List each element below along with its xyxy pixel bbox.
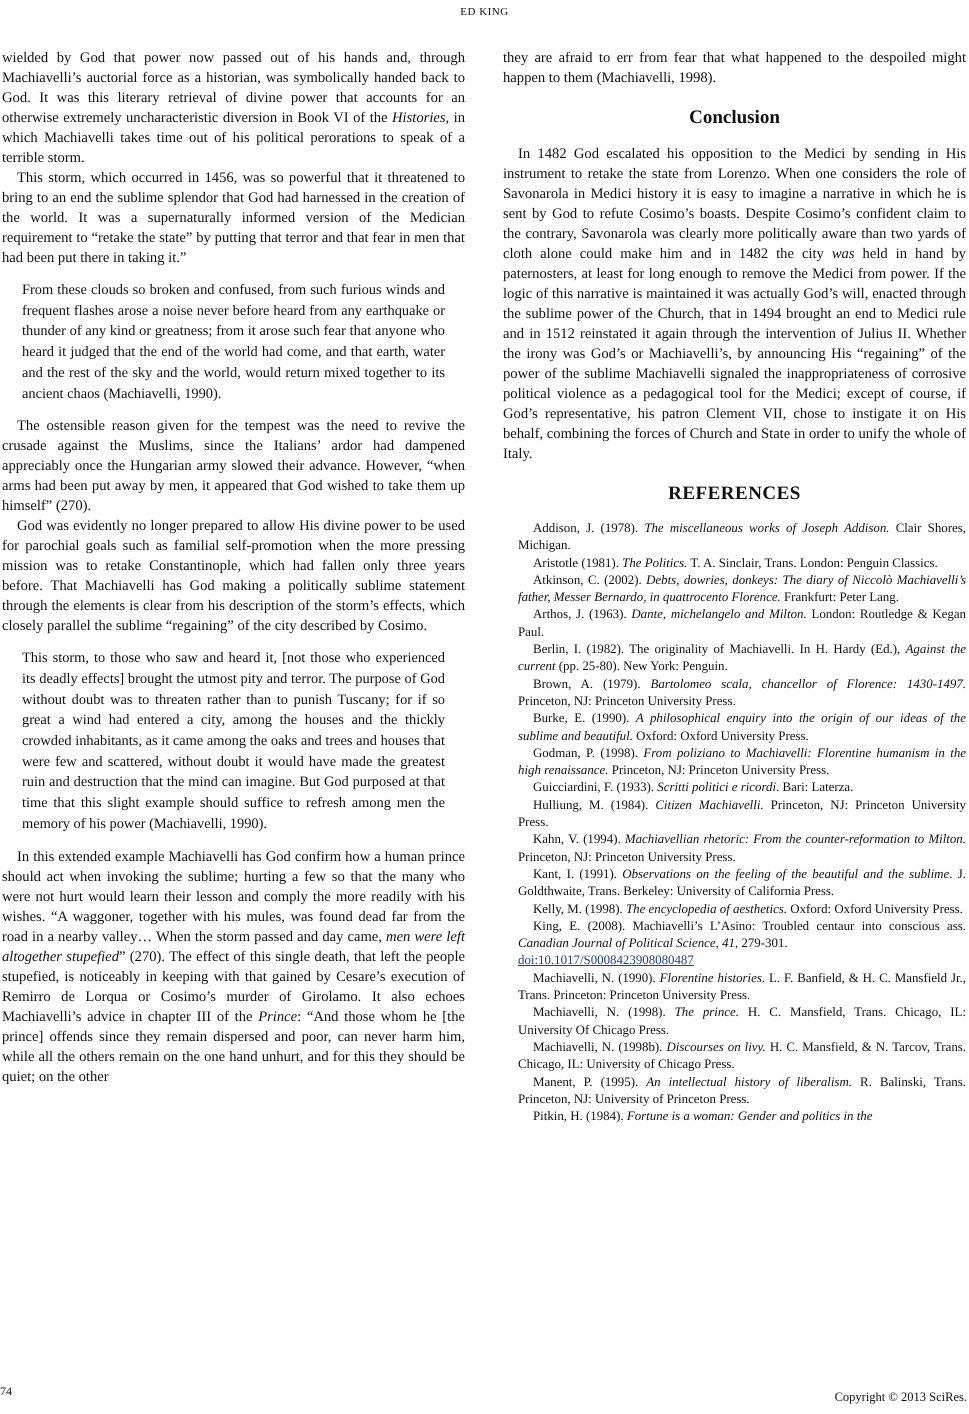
reference-title: Florentine histories (659, 970, 762, 985)
reference-entry: Machiavelli, N. (1998b). Discourses on livy. H. C. Mansfield, & N. Tarcov, Trans. Chicago, IL: University of Chicago Press. (518, 1039, 966, 1072)
reference-title: An intellectual history of liberalism. (646, 1074, 852, 1089)
reference-entry: Pitkin, H. (1984). Fortune is a woman: Gender and politics in the (533, 1109, 873, 1124)
reference-entry: Aristotle (1981). The Politics. T. A. Sinclair, Trans. London: Penguin Classics. (533, 555, 938, 570)
emphasis: Histories (392, 110, 446, 126)
reference-entry: Guicciardini, F. (1933). Scritti politici e ricordi. Bari: Laterza. (533, 780, 854, 795)
reference-title: The miscellaneous works of Joseph Addison. (644, 521, 890, 535)
block-quote: This storm, to those who saw and heard it, [not those who experienced its deadly effects] brought the utmost pity and terror. The purpose of God without doubt was to threaten rather than to punish Tuscany; for if so great a wind had entered a city, among the houses and the thickly crowded inhabitants, as it came among the oaks and trees and houses that were few and scattered, without doubt it would have made the greatest ruin and destruction that the mind can imagine. But God purposed at that time that this slight example should suffice to refresh among men the memory of his power (Machiavelli, 1990). (22, 650, 445, 832)
left-column (2, 48, 465, 1087)
reference-title: Observations on the feeling of the beautiful and the sublime (622, 866, 950, 881)
reference-title: Bartolomeo scala, chancellor of Florence: 1430-1497. (650, 676, 966, 691)
reference-entry: Kelly, M. (1998). The encyclopedia of aesthetics. Oxford: Oxford University Press. (533, 901, 963, 916)
reference-entry: Kahn, V. (1994). Machiavellian rhetoric: From the counter-reformation to Milton. Princeton, NJ: Princeton University Press. (518, 832, 966, 864)
doi-link[interactable]: doi:10.1017/S0008423908080487 (518, 953, 694, 968)
reference-entry: Arthos, J. (1963). Dante, michelangelo and Milton. London: Routledge & Kegan Paul. (518, 607, 966, 639)
running-head: ED KING (460, 6, 509, 18)
reference-title: Against the current (518, 642, 966, 674)
section-heading: Conclusion (689, 107, 780, 128)
reference-entry: Addison, J. (1978). The miscellaneous works of Joseph Addison. Clair Shores, Michigan. (518, 521, 966, 553)
references-list (503, 520, 966, 1125)
emphasis: was (831, 246, 855, 262)
reference-entry: Brown, A. (1979). Bartolomeo scala, chancellor of Florence: 1430-1497. Princeton, NJ: Princeton University Press. (518, 676, 966, 708)
reference-entry: Atkinson, C. (2002). Debts, dowries, donkeys: The diary of Niccolò Machiavelli’s father, Messer Bernardo, in quattrocento Florence. Frankfurt: Peter Lang. (518, 572, 966, 605)
reference-entry: Berlin, I. (1982). The originality of Machiavelli. In H. Hardy (Ed.), Against the current (pp. 25-80). New York: Penguin. (518, 642, 966, 674)
reference-entry: Machiavelli, N. (1990). Florentine histories. L. F. Banfield, & H. C. Mansfield Jr., Trans. Princeton: Princeton University Press. (518, 970, 967, 1003)
reference-title: The Politics. (622, 555, 688, 570)
reference-entry: Manent, P. (1995). An intellectual history of liberalism. R. Balinski, Trans. Princeton, NJ: University of Princeton Press. (518, 1074, 966, 1106)
paragraph: they are afraid to err from fear that what happened to the despoiled might happen to them (Machiavelli, 1998). (503, 50, 966, 86)
reference-title: From poliziano to Machiavelli: Florentine humanism in the high renaissance. (518, 745, 966, 778)
reference-entry: King, E. (2008). Machiavelli’s L’Asino: Troubled centaur into conscious ass. Canadian Journal of Political Science, 41, 279-301. doi:10.1017/S0008423908080487 (518, 918, 966, 968)
page-number: 74 (0, 1384, 12, 1398)
reference-title: The encyclopedia of aesthetics. (625, 901, 788, 916)
paragraph: In this extended example Machiavelli has God confirm how a human prince should act when invoking the sublime; hurting a few so that the many who were not hurt would learn their lesson and comply the more readily with his wishes. “A waggoner, together with his mules, was found dead far from the road in a nearby valley… When the storm passed and day came, men were left altogether stupefied” (270). The effect of this single death, that left the people stupefied, is noticeably in keeping with that gained by Cesare’s execution of Remirro de Lorqua or Cosimo’s murder of Girolamo. It also echoes Machiavelli’s advice in chapter III of the Prince: “And those whom he [the prince] offends since they remain dispersed and poor, can never harm him, while all the others remain on the one hand unhurt, and for this they should be quiet; on the other (2, 848, 466, 1085)
reference-title: Canadian Journal of Political Science, 41, (518, 936, 739, 951)
reference-entry: Machiavelli, N. (1998). The prince. H. C. Mansfield, Trans. Chicago, IL: University Of Chicago Press. (518, 1005, 967, 1037)
reference-title: Machiavellian rhetoric: From the counter-reformation to Milton. (624, 832, 966, 847)
copyright-notice: Copyright © 2013 SciRes. (834, 1390, 967, 1404)
right-column (503, 48, 966, 1125)
paragraph: wielded by God that power now passed out of his hands and, through Machiavelli’s auctorial force as a historian, was symbolically handed back to God. It was this literary retrieval of divine power that accounts for an otherwise extremely uncharacteristic diversion in Book VI of the Histories, in which Machiavelli takes time out of his political perorations to speak of a terrible storm. (2, 50, 465, 166)
paragraph: This storm, which occurred in 1456, was so powerful that it threatened to bring to an end the sublime splendor that God had harnessed in the creation of the world. It was a supernaturally informed version of the Medician requirement to “retake the state” by putting that terror and that fear in men that had been put there in taking it.” (2, 170, 465, 266)
reference-title: Scritti politici e ricordi (657, 780, 777, 795)
reference-entry: Hulliung, M. (1984). Citizen Machiavelli. Princeton, NJ: Princeton University Press. (518, 797, 966, 830)
emphasis: men were left altogether stupefied (2, 928, 466, 965)
reference-title: A philosophical enquiry into the origin of our ideas of the sublime and beautiful. (518, 711, 966, 743)
reference-entry: Kant, I. (1991). Observations on the feeling of the beautiful and the sublime. J. Goldthwaite, Trans. Berkeley: University of California Press. (518, 866, 966, 899)
reference-title: Fortune is a woman: Gender and politics in the (626, 1109, 873, 1124)
reference-title: Debts, dowries, donkeys: The diary of Niccolò Machiavelli’s father, Messer Bernardo, in quattrocento Florence. (518, 572, 966, 605)
paragraph: The ostensible reason given for the tempest was the need to revive the crusade against the Muslims, since the Italians’ ardor had dampened appreciably once the Hungarian army slowed their advance. However, “when arms had been put away by men, it appeared that God wished to take them up himself” (270). (2, 418, 465, 515)
reference-entry: Godman, P. (1998). From poliziano to Machiavelli: Florentine humanism in the high renaissance. Princeton, NJ: Princeton University Press. (518, 745, 966, 778)
references-heading: REFERENCES (668, 483, 801, 504)
reference-title: The prince. (674, 1005, 739, 1020)
block-quote: From these clouds so broken and confused, from such furious winds and frequent flashes arose a noise never before heard from any earthquake or thunder of any kind or greatness; from it arose such fear that anyone who heard it judged that the end of the world had come, and that earth, water and the rest of the sky and the world, would return mixed together to its ancient chaos (Machiavelli, 1990). (22, 282, 445, 402)
reference-title: Discourses on livy. (666, 1039, 766, 1054)
emphasis: Prince (258, 1008, 298, 1025)
paragraph: God was evidently no longer prepared to allow His divine power to be used for parochial goals such as familial self-promotion when the more pressing mission was to retake Constantinople, which had fallen only three years before. That Machiavelli has God making a politically sublime statement through the elements is clear from his description of the storm’s effects, which closely parallel the sublime “regaining” of the city described by Cosimo. (2, 518, 465, 635)
reference-title: Dante, michelangelo and Milton. (631, 607, 807, 622)
reference-title: Citizen Machiavelli. (655, 797, 764, 812)
paragraph: In 1482 God escalated his opposition to the Medici by sending in His instrument to retake the state from Lorenzo. When one considers the role of Savonarola in Medici history it is easy to imagine a narrative in which he is sent by God to refute Cosimo’s boasts. Despite Cosimo’s confident claim to the contrary, Savonarola was clearly more politically aware than two yards of cloth alone could make him and in 1482 the city was held in hand by paternosters, at least for long enough to remove the Medici from power. If the logic of this narrative is maintained it was actually God’s will, enacted through the sublime power of the Church, that in 1494 brought an end to Medici rule and in 1512 reinstated it again through the intervention of Julius II. Whether the irony was God’s or Machiavelli’s, by announcing His “regaining” of the power of the sublime Machiavelli signaled the inappropriateness of corrosive political violence as a pedagogical tool for the Medici; except of course, if God’s representative, his patron Clement VII, chose to instigate it on His behalf, combining the forces of Church and State in order to unify the whole of Italy. (503, 146, 966, 462)
reference-entry: Burke, E. (1990). A philosophical enquiry into the origin of our ideas of the sublime and beautiful. Oxford: Oxford University Press. (518, 711, 966, 743)
